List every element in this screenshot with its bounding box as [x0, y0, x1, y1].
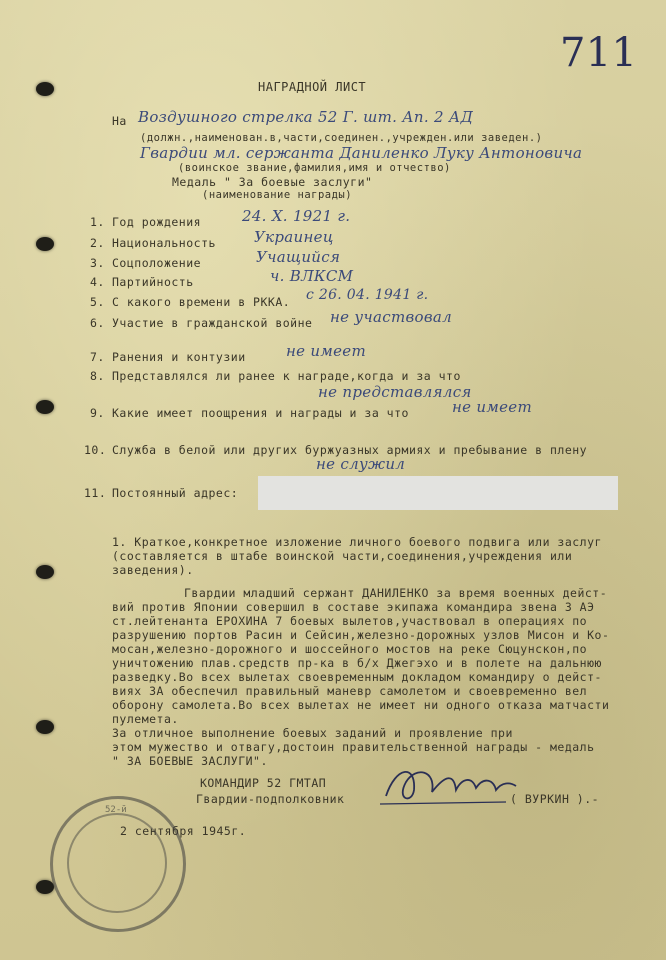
archive-number: 711 — [560, 30, 638, 76]
item-2-num: 2. — [90, 236, 105, 250]
section-heading-line-2: (составляется в штабе воинской части,соединения,учреждения или — [112, 549, 573, 563]
item-1-num: 1. — [90, 215, 105, 229]
item-7-label: Ранения и контузии — [112, 350, 246, 364]
rank-name-handwritten: Гвардии мл. сержанта Даниленко Луку Антоновича — [140, 144, 583, 162]
item-8-label: Представлялся ли ранее к награде,когда и за что — [112, 369, 461, 383]
body-line: пулемета. — [112, 712, 179, 726]
document-title: НАГРАДНОЙ ЛИСТ — [258, 80, 367, 94]
item-3-label: Соцположение — [112, 256, 202, 270]
rank-caption: (воинское звание,фамилия,имя и отчество) — [178, 162, 451, 174]
item-4-num: 4. — [90, 275, 105, 289]
document-date: 2 сентября 1945г. — [120, 824, 247, 838]
item-10-label: Служба в белой или других буржуазных армиях и пребывание в плену — [112, 443, 588, 457]
award-caption: (наименование награды) — [202, 189, 353, 201]
address-redaction — [258, 476, 618, 510]
section-heading-line-1: 1. Краткое,конкретное изложение личного боевого подвига или заслуг — [112, 535, 602, 549]
official-stamp: 52-й — [50, 796, 186, 932]
binder-hole-2 — [36, 237, 54, 251]
header-prefix: На — [112, 114, 127, 128]
body-line: разведку.Во всех вылетах своевременным докладом командиру о дейст- — [112, 670, 602, 684]
body-line: вий против Японии совершил в составе экипажа командира звена 3 АЭ — [112, 600, 595, 614]
unit-caption: (должн.,наименован.в,части,соединен.,учрежден.или заведен.) — [140, 132, 543, 144]
item-9-value: не имеет — [452, 398, 532, 416]
item-3-value: Учащийся — [256, 248, 341, 266]
item-1-value: 24. X. 1921 г. — [242, 207, 351, 225]
item-2-label: Национальность — [112, 236, 216, 250]
section-heading-line-3: заведения). — [112, 563, 194, 577]
body-line: " ЗА БОЕВЫЕ ЗАСЛУГИ". — [112, 754, 268, 768]
item-11-label: Постоянный адрес: — [112, 486, 239, 500]
item-10-value: не служил — [316, 455, 406, 473]
body-line: оборону самолета.Во всех вылетах не имеет ни одного отказа матчасти — [112, 698, 610, 712]
item-9-num: 9. — [90, 406, 105, 420]
binder-hole-3 — [36, 400, 54, 414]
body-line: разрушению портов Расин и Сейсин,железно-дорожных узлов Мисон и Ко- — [112, 628, 610, 642]
item-5-label: С какого времени в РККА. — [112, 295, 291, 309]
body-line: виях ЗА обеспечил правильный маневр самолетом и своевременно вел — [112, 684, 588, 698]
signature-title-line-2: Гвардии-подполковник — [196, 792, 345, 806]
award-name: Медаль " За боевые заслуги" — [172, 175, 373, 189]
item-5-value: с 26. 04. 1941 г. — [306, 287, 429, 303]
body-line: мосан,железно-дорожного и шоссейного мостов на реке Сюцунскон,по — [112, 642, 588, 656]
item-4-label: Партийность — [112, 275, 194, 289]
body-line: За отличное выполнение боевых заданий и проявление при — [112, 726, 513, 740]
item-6-num: 6. — [90, 316, 105, 330]
item-11-num: 11. — [84, 486, 107, 500]
item-5-num: 5. — [90, 295, 105, 309]
body-line: Гвардии младший сержант ДАНИЛЕНКО за время военных дейст- — [184, 586, 608, 600]
item-1-label: Год рождения — [112, 215, 202, 229]
item-3-num: 3. — [90, 256, 105, 270]
item-6-value: не участвовал — [330, 308, 453, 326]
body-line: ст.лейтенанта ЕРОХИНА 7 боевых вылетов,участвовал в операциях по — [112, 614, 588, 628]
binder-hole-5 — [36, 720, 54, 734]
binder-hole-1 — [36, 82, 54, 96]
item-2-value: Украинец — [254, 228, 334, 246]
body-line: уничтожению плав.средств пр-ка в б/х Джегэхо и в полете на дальнюю — [112, 656, 602, 670]
item-8-value: не представлялся — [318, 383, 472, 401]
signature-name: ( ВУРКИН ).- — [510, 792, 600, 806]
binder-hole-6 — [36, 880, 54, 894]
item-9-label: Какие имеет поощрения и награды и за что — [112, 406, 409, 420]
item-6-label: Участие в гражданской войне — [112, 316, 313, 330]
item-8-num: 8. — [90, 369, 105, 383]
signature-title-line-1: КОМАНДИР 52 ГМТАП — [200, 776, 327, 790]
signature-handwritten — [376, 760, 526, 810]
item-10-num: 10. — [84, 443, 107, 457]
body-line: этом мужество и отвагу,достоин правительственной награды - медаль — [112, 740, 595, 754]
binder-hole-4 — [36, 565, 54, 579]
item-7-num: 7. — [90, 350, 105, 364]
item-4-value: ч. ВЛКСМ — [270, 267, 354, 285]
unit-handwritten: Воздушного стрелка 52 Г. шт. Ап. 2 АД — [138, 108, 474, 126]
item-7-value: не имеет — [286, 342, 366, 360]
